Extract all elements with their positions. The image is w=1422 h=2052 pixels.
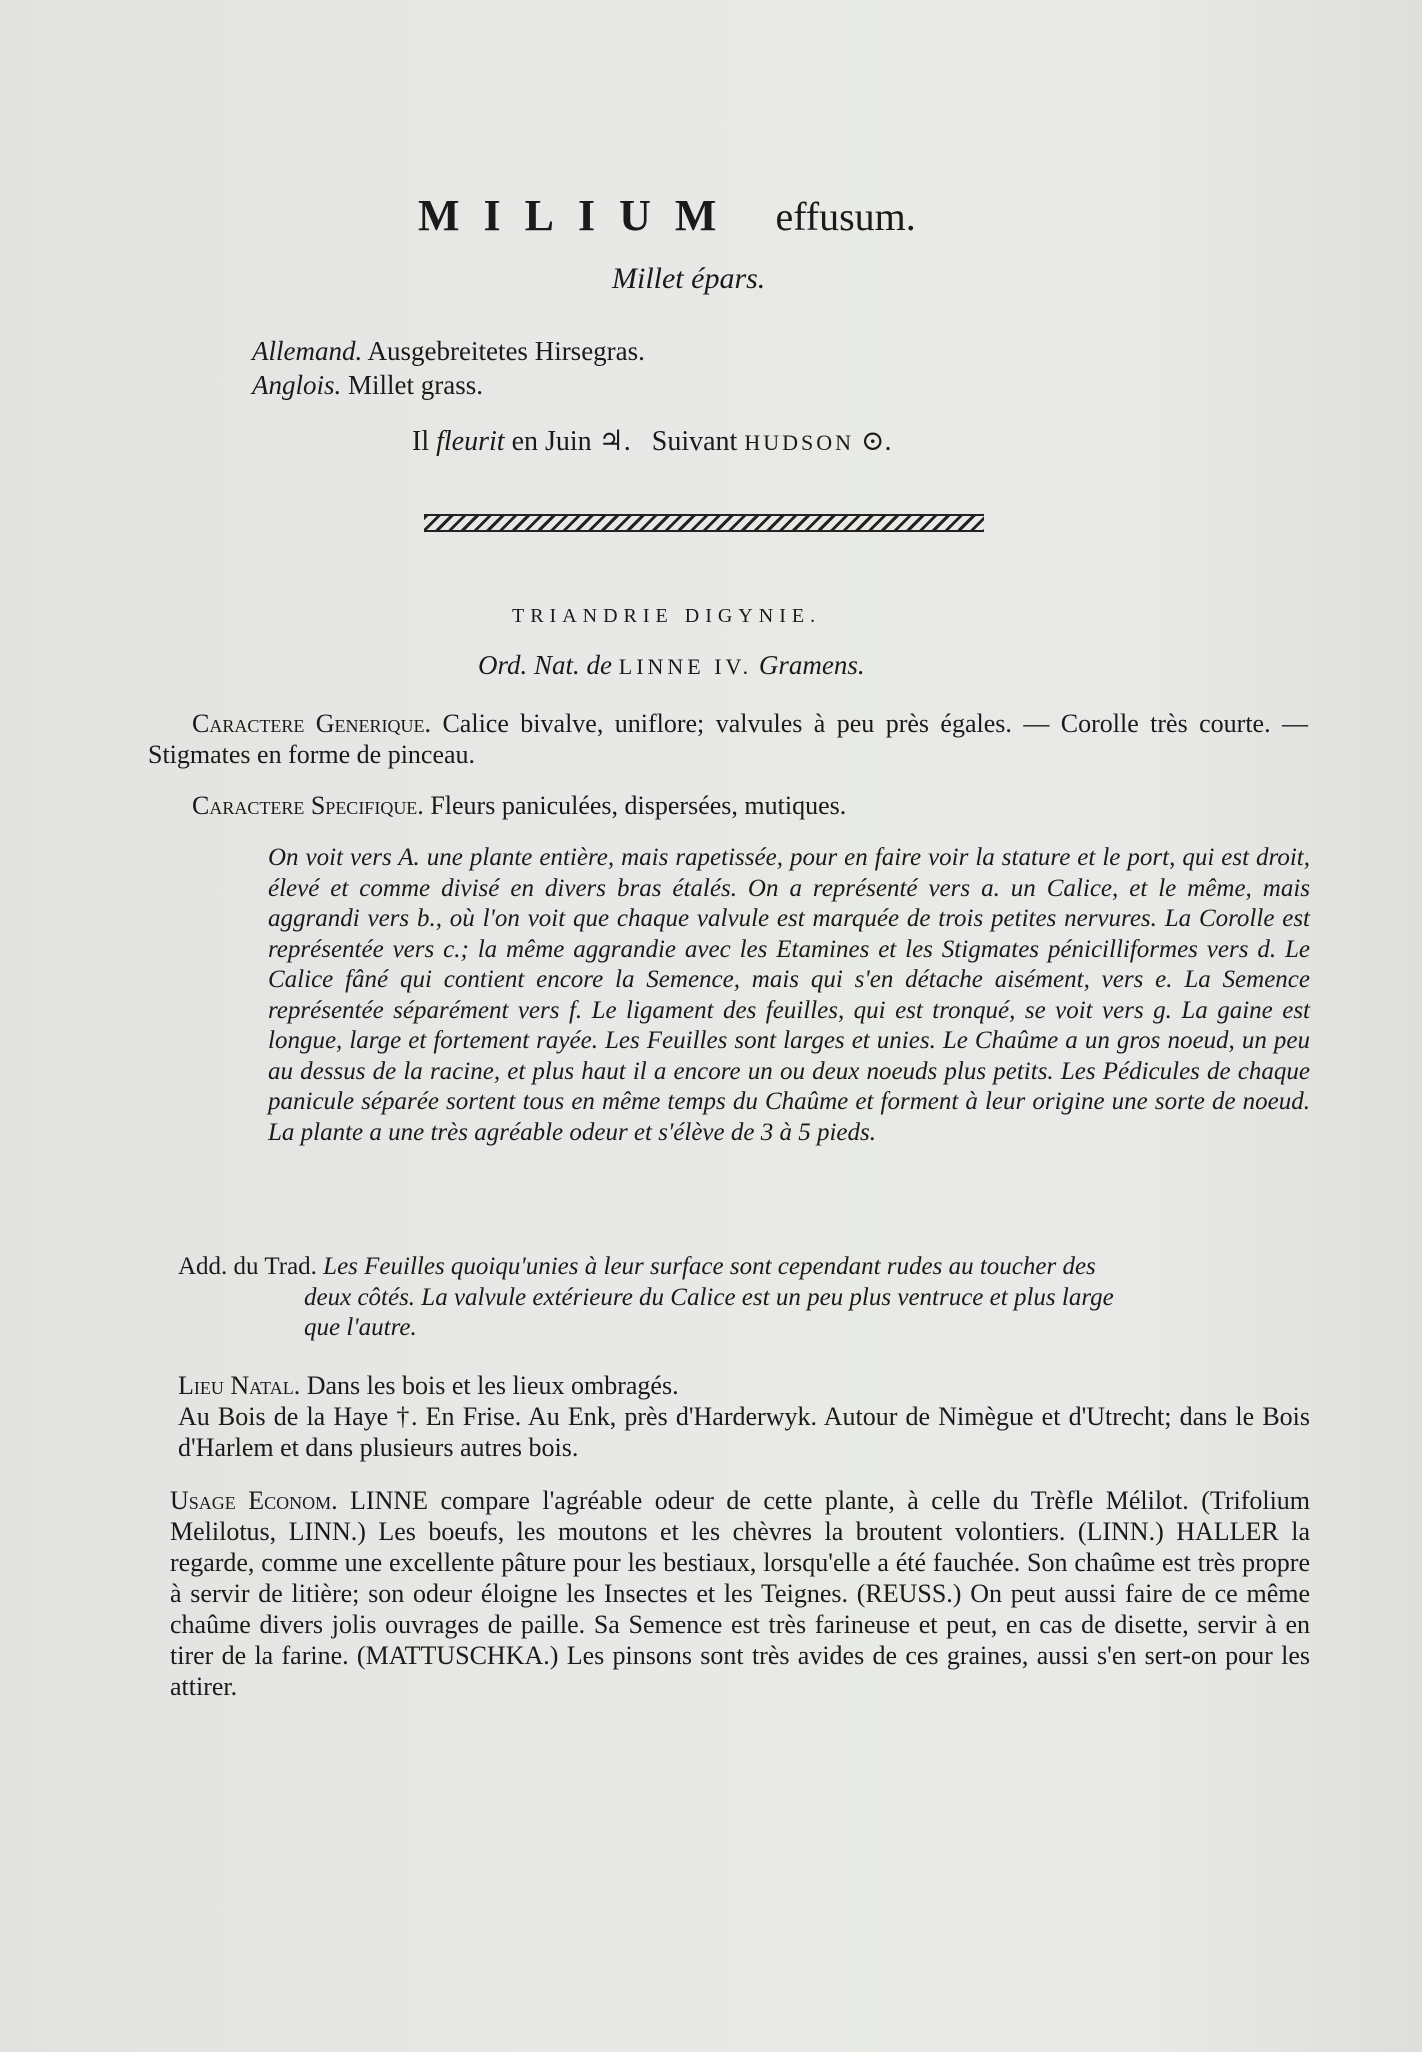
specific-head: Caractere Specifique. [192, 791, 424, 820]
generic-body: Calice bivalve, uniflore; valvules à peu près égales. — Corolle très courte. — Stigmates en forme de pinceau. [148, 709, 1309, 769]
flowering-verb: fleurit [436, 426, 505, 457]
habitat-first-line [178, 1370, 1310, 1401]
addition-head: Add. du Trad. [178, 1253, 317, 1280]
habitat-locations: Au Bois de la Haye †. En Frise. Au Enk, près d'Harderwyk. Autour de Nimègue et d'Utrecht; dans le Bois d'Harlem et dans plusieurs autres bois. [178, 1402, 1310, 1462]
economic-use [170, 1485, 1310, 1702]
flowering-text: Il [412, 426, 430, 457]
french-name: Millet épars. [612, 262, 766, 295]
flowering-month: en Juin ♃. [511, 426, 631, 457]
classification-order [478, 650, 865, 681]
flowering-according: Suivant [651, 426, 738, 457]
habitat-body: Dans les bois et les lieux ombragés. [306, 1371, 679, 1400]
order-label: Ord. Nat. de [478, 650, 612, 680]
genus-name: MILIUM [418, 191, 741, 240]
generic-character [148, 708, 1308, 770]
translator-addition [178, 1252, 1310, 1344]
decorative-rule [424, 514, 984, 532]
usage-body: LINNE compare l'agréable odeur de cette plante, à celle du Trèfle Mélilot. (Trifolium Melilotus, LINN.) Les boeufs, les moutons et les chèvres la broutent volontiers. (LINN.) HALLER la regarde, comme une excellente pâture pour les bestiaux, lorsqu'elle a été fauchée. Son chaûme est très propre à servir de litière; son odeur éloigne les Insectes et les Teignes. (REUSS.) On peut aussi faire de ce même chaûme divers jolis ouvrages de paille. Sa Semence est très farineuse et peut, en cas de disette, servir à en tirer de la farine. (MATTUSCHKA.) Les pinsons sont très avides de ces graines, aussi s'en sert-on pour les attirer. [170, 1486, 1311, 1701]
addition-line: Les Feuilles quoiqu'unies à leur surface sont cependant rudes au toucher des [323, 1253, 1096, 1280]
page-title [418, 190, 916, 241]
specific-body: Fleurs paniculées, dispersées, mutiques. [430, 791, 847, 820]
lang-label: Allemand. [252, 336, 363, 366]
name-english [252, 368, 645, 402]
vernacular-names [252, 334, 645, 402]
classification-class: TRIANDRIE DIGYNIE. [512, 605, 822, 627]
name-german [252, 334, 645, 368]
flowering-line [412, 424, 892, 458]
plate-description: On voit vers A. une plante entière, mais rapetissée, pour en faire voir la stature et le port, qui est droit, élevé et comme divisé en divers bras étalés. On a représenté vers a. un Calice, et le même, mais aggrandi vers b., où l'on voit que chaque valvule est marquée de trois petites nervures. La Corolle est représentée vers c.; la même aggrandie avec les Etamines et les Stigmates pénicilliformes vers d. Le Calice fâné qui contient encore la Semence, mais qui s'en détache aisément, vers e. La Semence représentée séparément vers f. Le ligament des feuilles, qui est tronqué, se voit vers g. La gaine est longue, large et fortement rayée. Les Feuilles sont larges et unies. Le Chaûme a un gros noeud, un peu au dessus de la racine, et plus haut il a encore un ou deux noeuds plus petits. Les Pédicules de chaque panicule séparée sortent tous en même temps du Chaûme et forment à leur origine une sorte de noeud. La plante a une très agréable odeur et s'élève de 3 à 5 pieds. [268, 844, 1310, 1146]
order-linne: LINNE IV. [618, 654, 753, 679]
lang-name: Millet grass. [348, 370, 484, 400]
native-habitat [178, 1370, 1310, 1463]
order-family: Gramens. [758, 650, 865, 680]
species-epithet: effusum. [775, 194, 916, 239]
lang-name: Ausgebreitetes Hirsegras. [367, 336, 645, 366]
annual-symbol: ⊙. [861, 426, 892, 457]
flowering-author: HUDSON [744, 430, 855, 455]
lang-label: Anglois. [252, 370, 342, 400]
generic-head: Caractere Generique. [192, 709, 432, 738]
specific-character [192, 790, 1308, 821]
addition-line: que l'autre. [304, 1314, 417, 1341]
usage-head: Usage Econom. [170, 1486, 338, 1515]
habitat-head: Lieu Natal. [178, 1371, 301, 1400]
addition-line: deux côtés. La valvule extérieure du Calice est un peu plus ventruce et plus large [304, 1283, 1114, 1311]
